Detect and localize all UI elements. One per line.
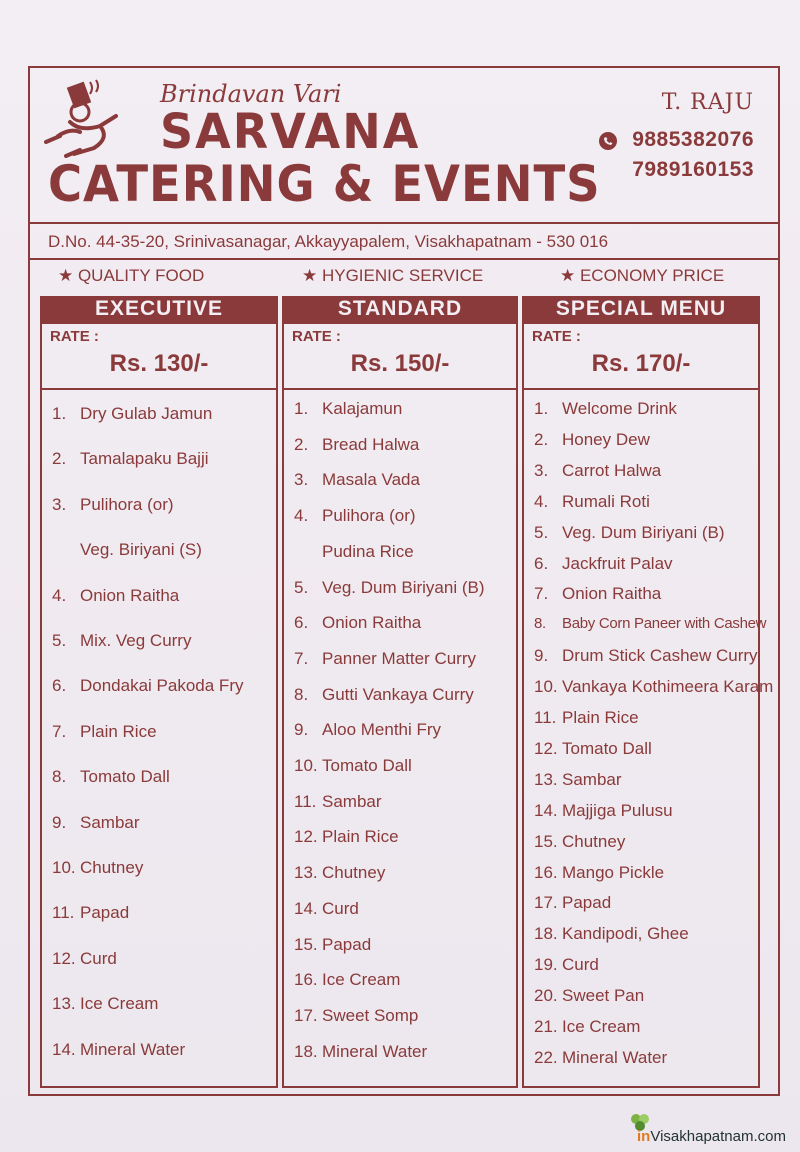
menu-item	[534, 893, 611, 913]
item-name: Plain Rice	[322, 827, 399, 847]
menu-item	[52, 495, 174, 515]
item-number: 10.	[294, 756, 318, 775]
item-number: 6.	[294, 613, 309, 633]
item-number: 3.	[52, 494, 67, 514]
item-number: 15.	[294, 934, 318, 954]
item-number: 6.	[52, 676, 67, 696]
item-name: Sweet Pan	[562, 986, 645, 1006]
item-number: 8.	[534, 615, 546, 633]
item-number: 17.	[294, 1005, 318, 1025]
item-number: 21.	[534, 1017, 558, 1036]
menu-item	[52, 586, 179, 606]
item-number: 7.	[534, 584, 549, 604]
menu-item	[52, 404, 212, 424]
menu-item	[534, 646, 758, 666]
menu-item	[294, 542, 414, 562]
item-number: 8.	[52, 767, 67, 787]
item-name: Mango Pickle	[562, 862, 665, 882]
feature-economy: ★ ECONOMY PRICE	[560, 266, 725, 285]
item-name: Chutney	[562, 831, 626, 851]
item-number: 4.	[294, 506, 309, 526]
item-number: 5.	[52, 631, 67, 650]
menu-item	[534, 863, 664, 883]
item-number: 11.	[52, 903, 75, 923]
menu-item	[294, 756, 412, 776]
item-name: Chutney	[322, 863, 386, 883]
brand-tagline: Brindavan Vari	[160, 80, 342, 108]
item-name: Majjiga Pulusu	[562, 800, 673, 820]
menu-column-standard	[282, 296, 518, 1088]
item-number: 3.	[534, 460, 549, 480]
menu-item	[294, 827, 399, 847]
item-name: Mineral Water	[322, 1041, 428, 1061]
brand-subtitle: CATERING & EVENTS	[48, 155, 601, 213]
item-name: Curd	[562, 955, 599, 975]
address: D.No. 44-35-20, Srinivasanagar, Akkayyapalem, Visakhapatnam - 530 016	[48, 232, 609, 251]
menu-item	[294, 649, 476, 669]
item-name: Bread Halwa	[322, 434, 420, 454]
menu-item	[534, 1048, 667, 1068]
divider	[30, 222, 778, 224]
menu-item	[534, 430, 650, 450]
item-number: 11.	[294, 791, 317, 811]
column-title: STANDARD	[282, 296, 518, 322]
item-name: Papad	[322, 934, 372, 954]
item-name: Drum Stick Cashew Curry	[562, 646, 758, 666]
item-name: Vankaya Kothimeera Karam	[562, 677, 774, 697]
column-box	[522, 322, 774, 1088]
item-name: Onion Raitha	[562, 584, 662, 604]
menu-item	[534, 584, 661, 604]
menu-item	[52, 994, 158, 1014]
item-number: 18.	[534, 924, 558, 944]
feature-hygiene: ★ HYGIENIC SERVICE	[302, 266, 484, 285]
item-number: 9.	[294, 720, 309, 740]
menu-item	[534, 554, 673, 574]
menu-item	[294, 685, 474, 705]
brand-name: SARVANA	[160, 102, 421, 160]
item-name: Dry Gulab Jamun	[80, 404, 213, 423]
whatsapp-icon	[598, 131, 618, 151]
menu-item	[534, 677, 773, 697]
item-number: 15.	[534, 831, 558, 851]
menu-item	[294, 863, 385, 883]
menu-item	[52, 540, 202, 560]
item-name: Papad	[80, 903, 130, 923]
rate-price: Rs. 150/-	[350, 350, 450, 377]
item-number: 1.	[294, 399, 309, 418]
item-number: 9.	[52, 812, 67, 832]
item-name: Tomato Dall	[322, 756, 412, 775]
menu-item	[294, 506, 416, 526]
menu-item	[52, 949, 117, 969]
owner-name: T. RAJU	[661, 90, 754, 115]
item-name: Veg. Biriyani (S)	[80, 540, 202, 560]
item-name: Ice Cream	[322, 970, 401, 990]
item-name: Mineral Water	[80, 1039, 186, 1059]
item-name: Panner Matter Curry	[322, 648, 476, 668]
menu-item	[534, 399, 677, 419]
item-name: Pudina Rice	[322, 541, 414, 561]
menu-column-special	[522, 296, 774, 1088]
menu-item	[52, 1040, 185, 1060]
menu-item	[52, 676, 243, 696]
rate-price: Rs. 170/-	[591, 350, 691, 377]
item-number: 12.	[52, 948, 76, 968]
item-number: 7.	[294, 648, 309, 668]
item-name: Plain Rice	[80, 721, 157, 741]
item-name: Welcome Drink	[562, 399, 677, 418]
item-number: 14.	[52, 1039, 76, 1059]
menu-item	[52, 767, 170, 787]
item-name: Ice Cream	[80, 994, 159, 1014]
item-name: Curd	[80, 948, 117, 968]
item-number: 18.	[294, 1041, 318, 1061]
item-name: Onion Raitha	[80, 585, 180, 605]
item-number: 4.	[52, 585, 67, 605]
phone-number-1[interactable]: 9885382076	[632, 128, 754, 151]
menu-item	[534, 708, 639, 728]
item-name: Mineral Water	[562, 1047, 668, 1067]
item-name: Kandipodi, Ghee	[562, 924, 689, 944]
item-name: Dondakai Pakoda Fry	[80, 676, 244, 696]
item-name: Plain Rice	[562, 708, 639, 727]
item-name: Papad	[562, 893, 612, 913]
item-number: 13.	[534, 769, 558, 789]
rate-label: RATE :	[50, 328, 99, 345]
menu-item	[534, 492, 650, 512]
item-number: 7.	[52, 721, 67, 741]
item-number: 12.	[534, 738, 558, 758]
item-name: Tamalapaku Bajji	[80, 449, 209, 469]
menu-item	[534, 986, 644, 1006]
item-name: Onion Raitha	[322, 613, 422, 633]
item-number: 20.	[534, 986, 558, 1006]
item-name: Sambar	[322, 791, 382, 811]
menu-column-executive	[40, 296, 278, 1088]
chef-logo-icon	[40, 78, 135, 158]
column-title: SPECIAL MENU	[522, 296, 760, 322]
item-name: Mix. Veg Curry	[80, 631, 192, 650]
site-name: Visakhapatnam.com	[650, 1128, 786, 1145]
item-number: 4.	[534, 491, 549, 511]
item-number: 10.	[534, 677, 558, 697]
rate-box	[524, 324, 758, 390]
item-name: Carrot Halwa	[562, 460, 662, 480]
item-number: 11.	[534, 708, 557, 727]
item-number: 10.	[52, 858, 76, 877]
divider	[30, 258, 778, 260]
item-number: 2.	[52, 449, 67, 469]
item-number: 9.	[534, 646, 549, 666]
item-number: 2.	[294, 434, 309, 454]
item-number: 22.	[534, 1047, 558, 1067]
rate-price: Rs. 130/-	[109, 350, 209, 377]
menu-item	[294, 578, 485, 598]
menu-item	[52, 903, 129, 923]
menu-item	[534, 523, 725, 543]
rate-box	[42, 324, 276, 390]
menu-item	[534, 615, 766, 632]
menu-item	[294, 792, 382, 812]
item-number: 16.	[534, 862, 558, 882]
column-box	[282, 322, 518, 1088]
item-name: Ice Cream	[562, 1017, 641, 1036]
menu-item	[52, 722, 157, 742]
menu-item	[294, 970, 400, 990]
rate-label: RATE :	[532, 328, 581, 345]
item-name: Veg. Dum Biriyani (B)	[322, 577, 485, 597]
item-name: Kalajamun	[322, 399, 403, 418]
item-number: 1.	[52, 404, 67, 423]
item-name: Tomato Dall	[80, 767, 170, 787]
item-number: 14.	[534, 800, 558, 820]
item-number: 5.	[534, 522, 549, 542]
menu-item	[294, 613, 421, 633]
item-name: Sambar	[80, 812, 140, 832]
item-name: Jackfruit Palav	[562, 553, 673, 573]
item-name: Pulihora (or)	[80, 494, 174, 514]
item-name: Gutti Vankaya Curry	[322, 684, 474, 704]
item-number: 13.	[294, 863, 318, 883]
column-box	[40, 322, 278, 1088]
item-name: Masala Vada	[322, 470, 420, 490]
item-name: Rumali Roti	[562, 491, 650, 511]
menu-item	[294, 1006, 418, 1026]
menu-item	[534, 955, 599, 975]
menu-item	[534, 924, 689, 944]
menu-item	[534, 1017, 640, 1037]
item-number: 3.	[294, 470, 309, 490]
menu-item	[294, 899, 359, 919]
menu-item	[52, 449, 209, 469]
item-name: Sambar	[562, 769, 622, 789]
item-name: Veg. Dum Biriyani (B)	[562, 522, 725, 542]
menu-item	[534, 770, 622, 790]
menu-item	[534, 461, 661, 481]
menu-item	[52, 813, 140, 833]
feature-quality: ★ QUALITY FOOD	[58, 266, 205, 285]
rate-label: RATE :	[292, 328, 341, 345]
menu-item	[294, 720, 441, 740]
item-name: Pulihora (or)	[322, 506, 416, 526]
menu-item	[534, 739, 652, 759]
item-name: Curd	[322, 898, 359, 918]
item-name: Tomato Dall	[562, 738, 652, 758]
menu-item	[534, 801, 673, 821]
rate-box	[284, 324, 516, 390]
menu-item	[52, 631, 191, 651]
column-title: EXECUTIVE	[40, 296, 278, 322]
item-number: 16.	[294, 970, 318, 990]
item-number: 6.	[534, 553, 549, 573]
menu-item	[534, 832, 625, 852]
site-watermark[interactable]	[637, 1128, 786, 1145]
menu-item	[294, 470, 420, 490]
item-number: 13.	[52, 994, 76, 1014]
item-number: 5.	[294, 577, 309, 597]
item-name: Baby Corn Paneer with Cashew	[562, 615, 767, 633]
item-name: Honey Dew	[562, 429, 650, 449]
item-number: 14.	[294, 898, 318, 918]
item-name: Aloo Menthi Fry	[322, 720, 442, 740]
item-number: 17.	[534, 893, 558, 913]
item-number: 8.	[294, 684, 309, 704]
menu-item	[294, 1042, 427, 1062]
menu-item	[52, 858, 143, 878]
phone-number-2[interactable]: 7989160153	[632, 158, 754, 181]
menu-item	[294, 435, 419, 455]
menu-item	[294, 399, 402, 419]
menu-item	[294, 935, 371, 955]
item-number: 1.	[534, 399, 549, 418]
item-name: Chutney	[80, 858, 144, 877]
item-name: Sweet Somp	[322, 1005, 419, 1025]
site-prefix: in	[637, 1128, 651, 1145]
item-number: 19.	[534, 955, 558, 975]
item-number: 12.	[294, 827, 318, 847]
item-number: 2.	[534, 429, 549, 449]
